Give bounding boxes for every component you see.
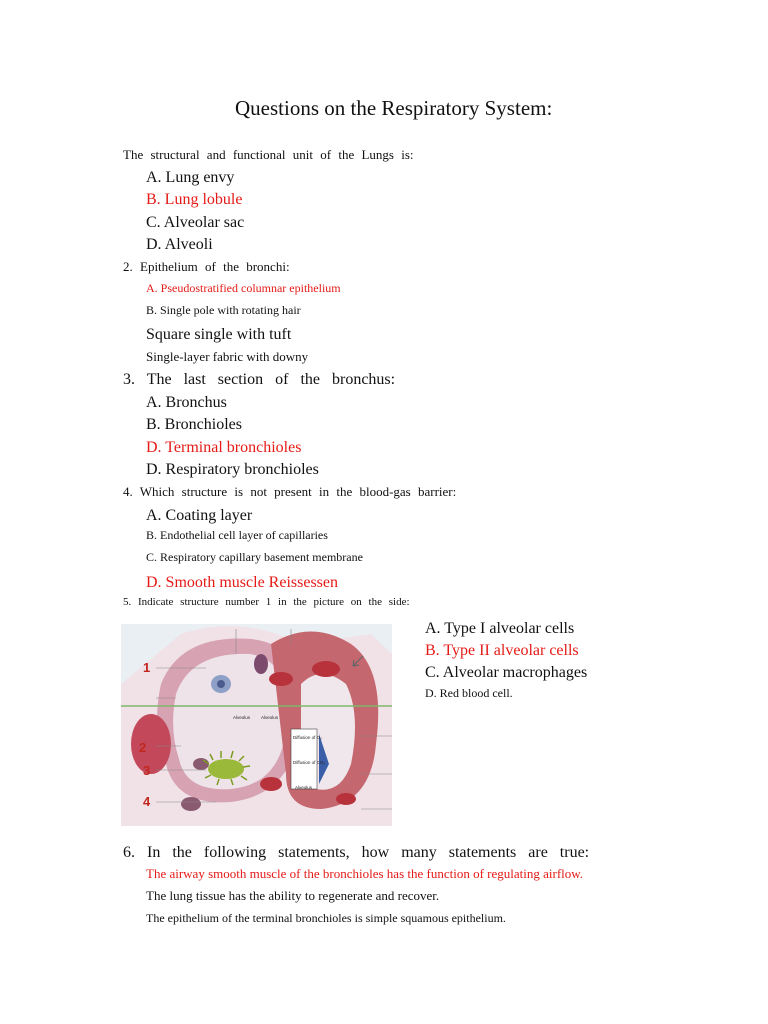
q5-option-b-correct: B. Type II alveolar cells: [425, 642, 579, 659]
q6-statement-2: The lung tissue has the ability to regenerate and recover.: [146, 888, 440, 903]
q5-option-c: C. Alveolar macrophages: [425, 664, 588, 681]
q4-option-b: B. Endothelial cell layer of capillaries: [146, 528, 328, 542]
diffusion-co2-label: Diffusion of CO₂: [293, 760, 326, 765]
q2-stem: 2. Epithelium of the bronchi:: [123, 259, 290, 274]
q2-option-c: Square single with tuft: [146, 326, 292, 343]
rbc-3: [260, 777, 282, 791]
q2-option-d: Single-layer fabric with downy: [146, 349, 309, 364]
alveolus-figure: [121, 624, 392, 826]
q4-stem: 4. Which structure is not present in the blood-gas barrier:: [123, 484, 457, 499]
q2-option-a-correct: A. Pseudostratified columnar epithelium: [146, 281, 341, 295]
q4-option-c: C. Respiratory capillary basement membrane: [146, 550, 363, 564]
q3-option-d: D. Respiratory bronchioles: [146, 461, 319, 478]
nucleus-core-1: [217, 680, 225, 688]
q3-option-b: B. Bronchioles: [146, 416, 242, 433]
q5-stem: 5. Indicate structure number 1 in the picture on the side:: [123, 596, 410, 608]
cell-nucleus-2: [193, 758, 209, 770]
q6-statement-3: The epithelium of the terminal bronchioles is simple squamous epithelium.: [146, 911, 506, 925]
q5-option-a: A. Type I alveolar cells: [425, 620, 575, 637]
q3-stem: 3. The last section of the bronchus:: [123, 371, 396, 388]
cell-nucleus-3: [181, 797, 201, 811]
rbc-5: [131, 714, 171, 774]
q5-option-d: D. Red blood cell.: [425, 686, 513, 700]
figure-number-1: 1: [143, 660, 151, 675]
q1-stem: The structural and functional unit of the Lungs is:: [123, 147, 414, 162]
alveolus-box-label: Alveolus: [295, 785, 313, 790]
diffusion-o2-label: Diffusion of O₂: [293, 735, 322, 740]
q1-option-d: D. Alveoli: [146, 236, 213, 253]
rbc-2: [269, 672, 293, 686]
alveolus-small-label: Alveolus: [261, 715, 279, 720]
figure-number-3: 3: [143, 763, 151, 778]
q4-option-a: A. Coating layer: [146, 507, 253, 524]
type2-cell: [254, 654, 268, 674]
q4-option-d-correct: D. Smooth muscle Reissessen: [146, 574, 338, 591]
figure-number-2: 2: [139, 740, 147, 755]
q1-option-a: A. Lung envy: [146, 169, 235, 186]
q2-option-b: B. Single pole with rotating hair: [146, 303, 301, 317]
figure-number-4: 4: [143, 794, 151, 809]
q1-option-b-correct: B. Lung lobule: [146, 191, 243, 208]
alveolus-illustration: [121, 624, 392, 826]
alveolus-center-label: Alveolus: [233, 715, 251, 720]
q3-option-c-correct: D. Terminal bronchioles: [146, 439, 302, 456]
q6-stem: 6. In the following statements, how many statements are true:: [123, 844, 590, 861]
rbc-1: [312, 661, 340, 677]
rbc-4: [336, 793, 356, 805]
q6-statement-1: The airway smooth muscle of the bronchioles has the function of regulating airflow.: [146, 866, 584, 881]
page-title: Questions on the Respiratory System:: [235, 96, 553, 120]
q1-option-c: C. Alveolar sac: [146, 214, 245, 231]
q3-option-a: A. Bronchus: [146, 394, 227, 411]
